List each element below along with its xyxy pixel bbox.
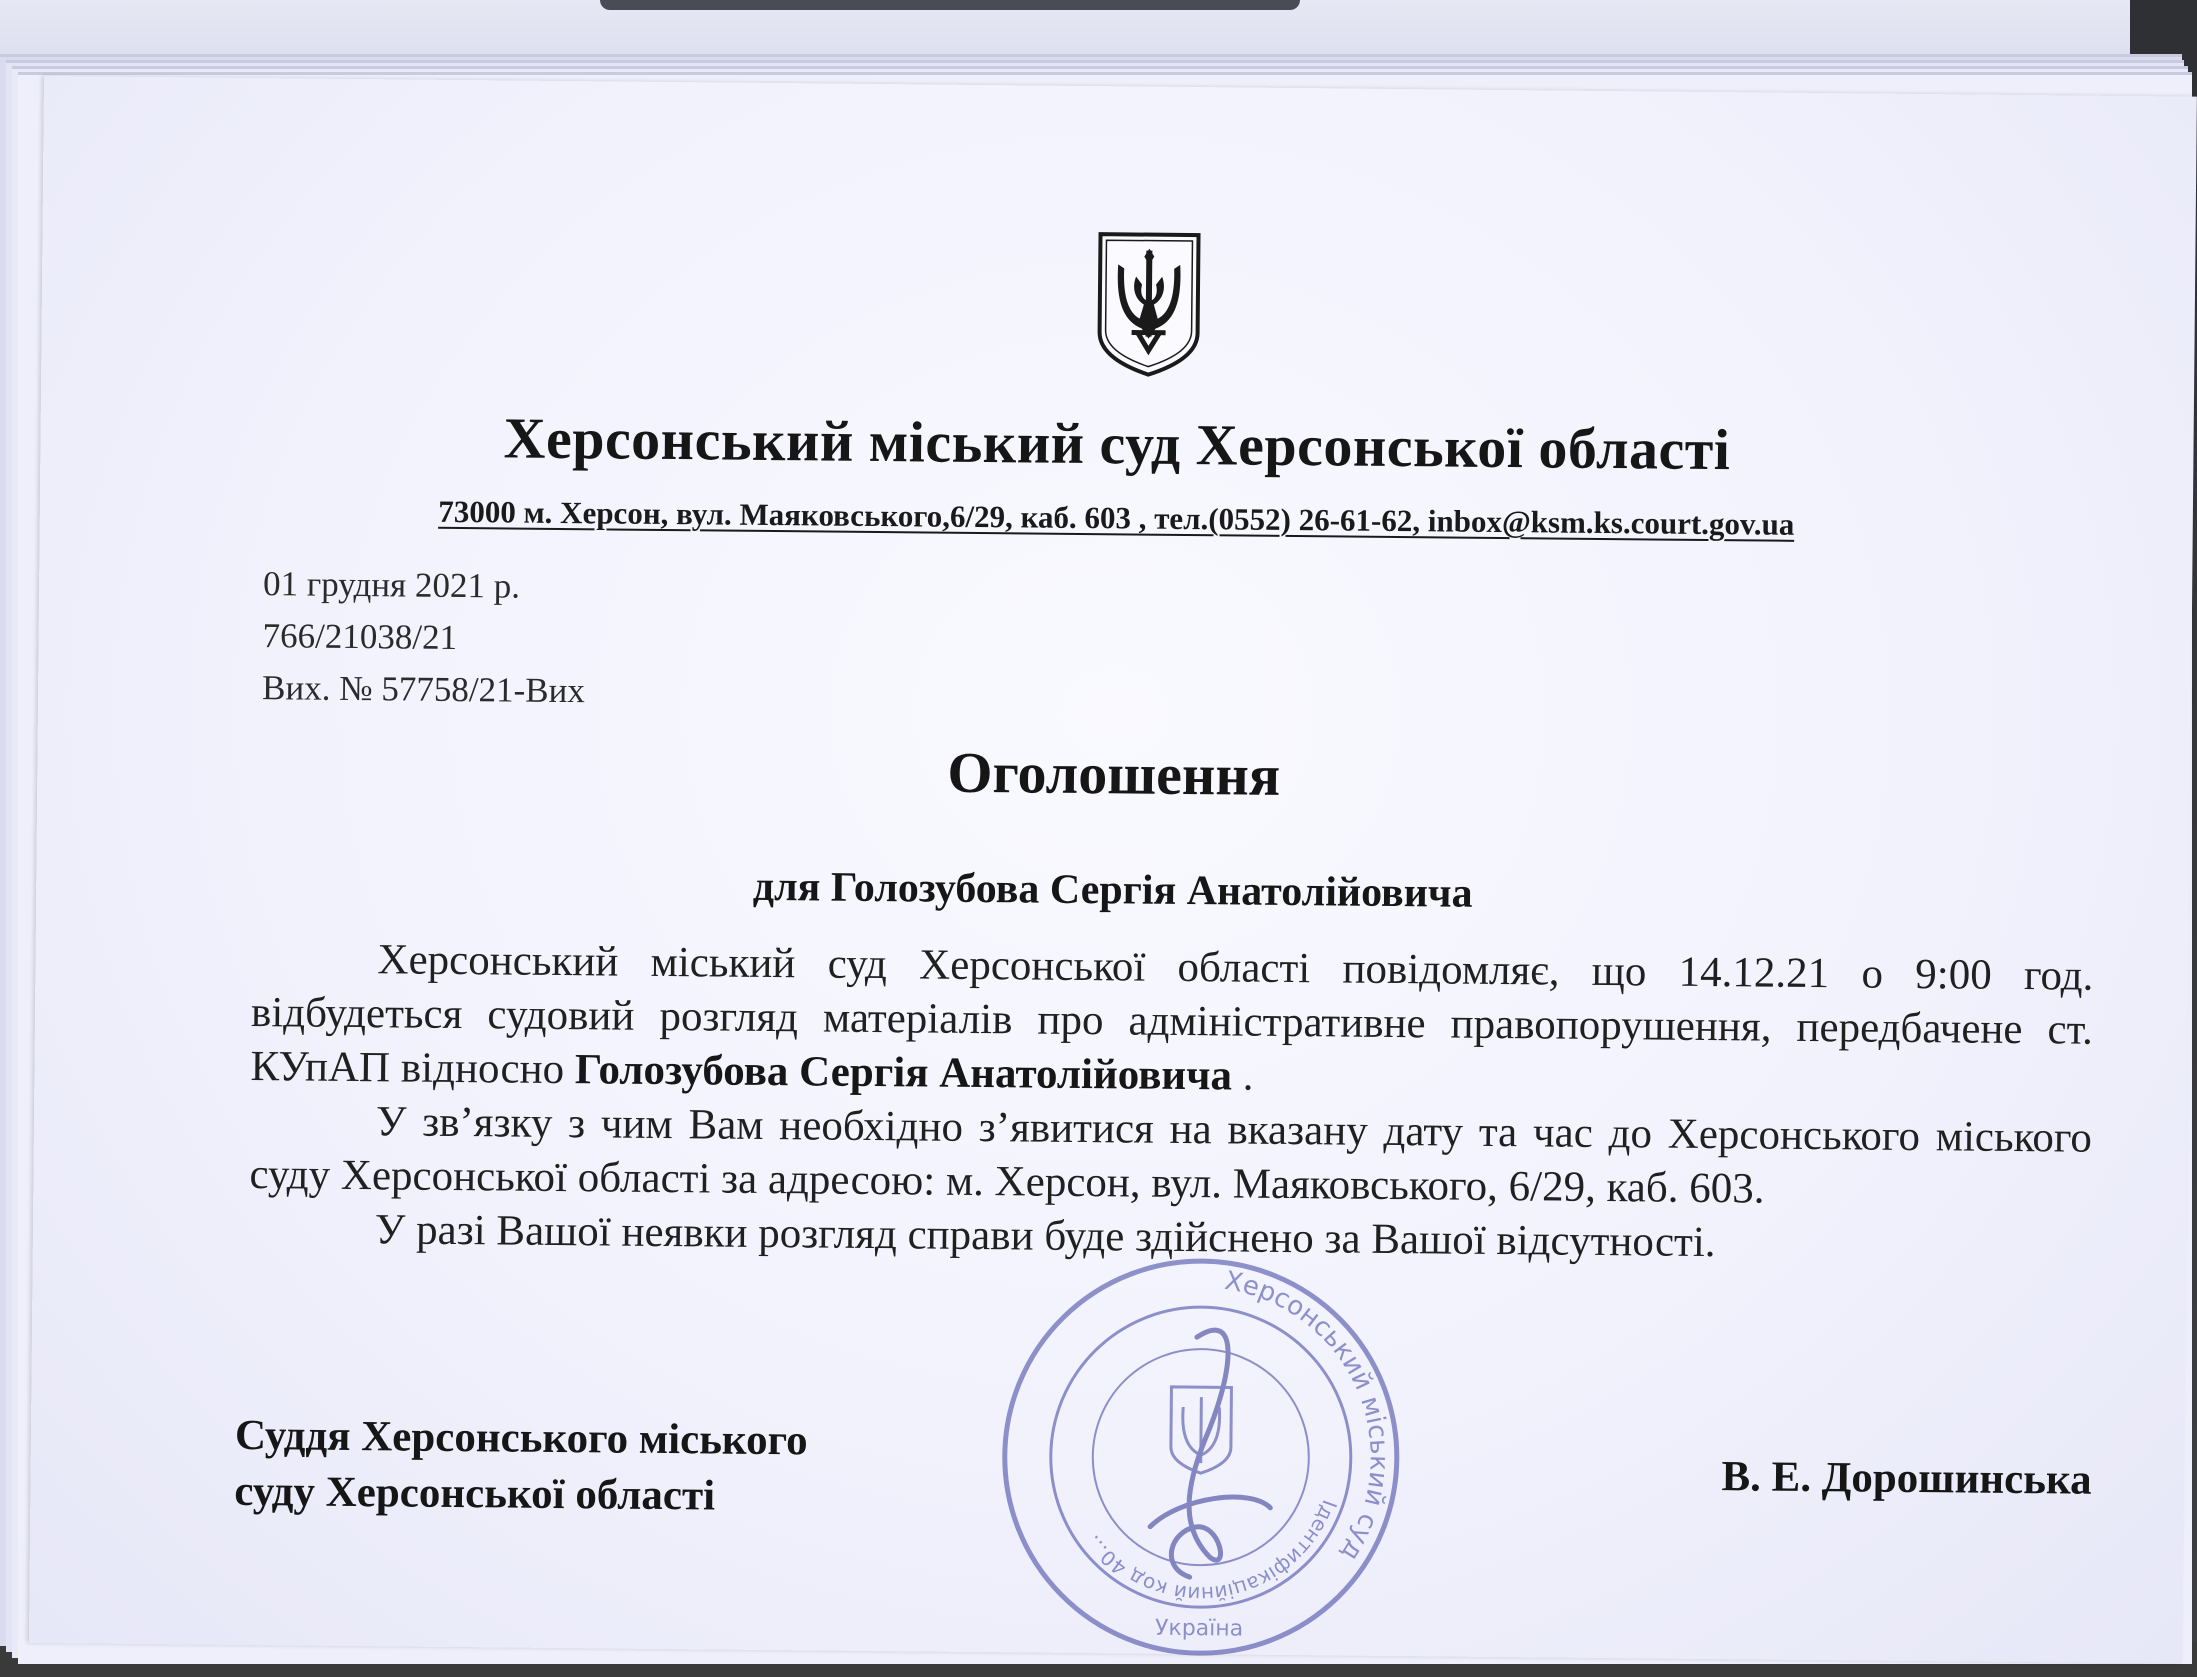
signer-position-line: суду Херсонської області	[234, 1467, 716, 1520]
stamp-code-text: Ідентифікаційний код 40…	[1080, 1496, 1342, 1607]
body-paragraph	[250, 932, 2093, 1112]
trident-emblem-icon	[1093, 228, 1204, 379]
court-address-line: 73000 м. Херсон, вул. Маяковського,6/29, каб. 603 , тел.(0552) 26-61-62, inbox@ksm.ks.court.gov.ua	[438, 493, 1795, 542]
stamp-ring-text: Херсонський міський суд	[1222, 1265, 1394, 1567]
body-paragraph: У разі Вашої неявки розгляд справи буде здійснено за Вашої відсутності.	[374, 1206, 1716, 1267]
signer-position-line: Суддя Херсонського міського	[234, 1411, 808, 1465]
document-body	[249, 932, 2094, 1274]
court-seal-stamp	[989, 1225, 1413, 1669]
outgoing-number: Вих. № 57758/21-Вих	[261, 668, 585, 711]
stamp-country-text: Україна	[1154, 1615, 1244, 1642]
signer-position	[234, 1408, 808, 1525]
paragraph-text: .	[1231, 1052, 1254, 1100]
defendant-name: Голозубова Сергія Анатолійовича	[574, 1046, 1233, 1100]
case-number: 766/21038/21	[262, 616, 458, 657]
document-page	[29, 76, 2197, 1664]
document-title: Оголошення	[947, 739, 1281, 808]
court-name-heading: Херсонський міський суд Херсонської області	[503, 405, 1731, 483]
document-meta	[262, 558, 586, 717]
paragraph-text: Херсонський міський суд Херсонської області повідомляє, що 14.12.21 о 9:00 год. відбудеться судовий розгляд матеріалів про адміністративне правопорушення, передбачене ст. КУпАП відносно	[250, 936, 2094, 1094]
addressee-line: для Голозубова Сергія Анатолійовича	[752, 863, 1473, 917]
document-date: 01 грудня 2021 р.	[262, 564, 521, 606]
signer-name: В. Е. Дорошинська	[1721, 1453, 2092, 1504]
body-paragraph: У зв’язку з чим Вам необхідно з’явитися на вказану дату та час до Херсонського міського суду Херсонської області за адресою: м. Херсон, вул. Маяковського, 6/29, каб. 603.	[249, 1098, 2093, 1213]
paper-shadow	[600, 0, 1300, 10]
